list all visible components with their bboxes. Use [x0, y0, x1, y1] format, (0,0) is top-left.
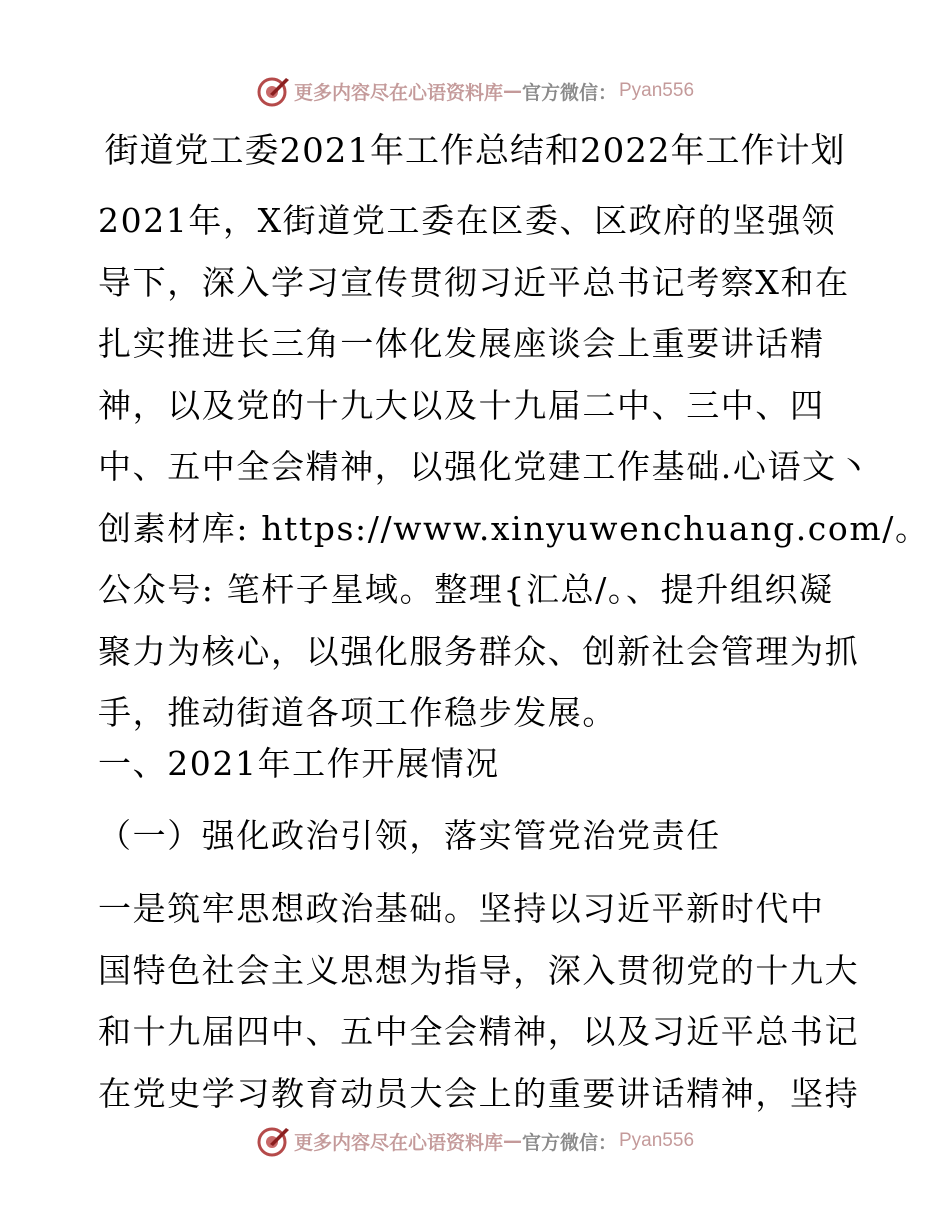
- watermark-text: 更多内容尽在心语资料库: [293, 81, 503, 104]
- intro-paragraph: [98, 190, 930, 744]
- watermark-official: 官方微信：: [521, 1131, 617, 1154]
- watermark-id: Pyan556: [619, 1130, 695, 1151]
- watermark-text: 更多内容尽在心语资料库: [293, 1131, 503, 1154]
- body-paragraph: [98, 878, 858, 1124]
- heading-text: 一、2021年工作开展情况: [98, 744, 500, 783]
- subheading-text: （一）强化政治引领，落实管党治党责任: [98, 816, 721, 855]
- text-line: 2021年，X街道党工委在区委、区政府的坚强领: [98, 201, 837, 240]
- watermark-dash: —: [502, 80, 522, 102]
- document-title: 街道党工委2021年工作总结和2022年工作计划: [104, 131, 846, 171]
- text-line: 公众号: 笔杆子星域。整理{汇总/。、提升组织凝: [98, 570, 834, 609]
- text-line: 国特色社会主义思想为指导，深入贯彻党的十九大: [98, 950, 860, 990]
- text-line: 导下，深入学习宣传贯彻习近平总书记考察X和在: [98, 262, 850, 302]
- watermark-footer: [0, 1121, 950, 1161]
- text-line: 聚力为核心，以强化服务群众、创新社会管理为抓: [98, 631, 860, 671]
- text-line: 在党史学习教育动员大会上的重要讲话精神，坚持: [98, 1073, 860, 1113]
- text-line: 中、五中全会精神，以强化党建工作基础.心语文丶: [98, 447, 872, 486]
- watermark-id: Pyan556: [619, 80, 695, 101]
- watermark-official: 官方微信：: [521, 81, 617, 104]
- pen-logo-icon: [256, 74, 290, 108]
- text-line: 和十九届四中、五中全会精神，以及习近平总书记: [98, 1012, 860, 1051]
- subsection-heading: [98, 805, 858, 867]
- watermark-header: [0, 71, 950, 111]
- text-line: 一是筑牢思想政治基础。坚持以习近平新时代中: [98, 889, 825, 928]
- text-line: 创素材库: https://www.xinyuwenchuang.com/。: [98, 508, 930, 548]
- section-heading: [98, 733, 858, 795]
- watermark-dash: —: [502, 1130, 522, 1152]
- text-line: 扎实推进长三角一体化发展座谈会上重要讲话精: [98, 324, 825, 363]
- pen-logo-icon: [256, 1124, 290, 1158]
- text-line: 神，以及党的十九大以及十九届二中、三中、四: [98, 385, 825, 425]
- text-line: 手，推动街道各项工作稳步发展。: [98, 693, 617, 732]
